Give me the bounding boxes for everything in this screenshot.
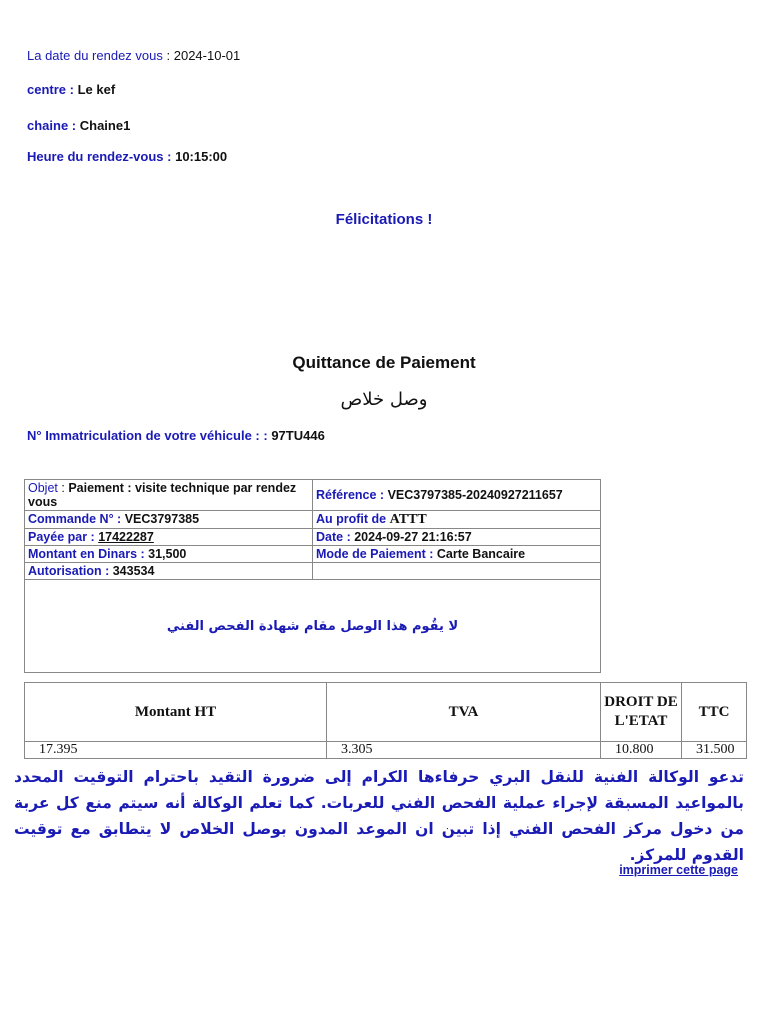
vehicle-label: N° Immatriculation de votre véhicule : : (27, 428, 268, 443)
centre-label: centre : (27, 82, 74, 97)
objet-cell: Objet : Paiement : visite technique par rendez vous (25, 480, 313, 511)
value-montant-ht: 17.395 (25, 742, 327, 759)
commande-label: Commande N° : (28, 512, 122, 526)
profit-label: Au profit de (316, 512, 387, 526)
objet-label: Objet (28, 481, 58, 495)
centre-value: Le kef (77, 82, 116, 97)
date-cell (313, 529, 601, 546)
payee-label: Payée par : (28, 530, 95, 544)
reference-label: Référence : (316, 488, 385, 502)
header-tva: TVA (327, 683, 601, 742)
vehicle-line (27, 428, 325, 443)
autorisation-label: Autorisation : (28, 564, 110, 578)
amounts-table (24, 682, 747, 759)
value-tva: 3.305 (327, 742, 601, 759)
heure-line (27, 149, 227, 164)
payee-cell (25, 529, 313, 546)
receipt-note-ar: لا يقُوم هذا الوصل مقام شهادة الفحص الفني (166, 618, 459, 634)
header-ttc: TTC (682, 683, 747, 742)
date-label: Date : (316, 530, 351, 544)
receipt-table (24, 479, 601, 673)
receipt-title-ar: وصل خلاص (340, 389, 428, 410)
header-droit-etat: DROIT DE L'ETAT (601, 683, 682, 742)
profit-cell (313, 511, 601, 529)
montant-cell (25, 546, 313, 563)
value-droit-etat: 10.800 (601, 742, 682, 759)
mode-cell (313, 546, 601, 563)
profit-value: ATTT (389, 512, 427, 527)
reference-cell (313, 480, 601, 511)
empty-cell (313, 563, 601, 580)
chaine-label: chaine (27, 118, 69, 133)
note-cell (25, 580, 601, 673)
centre-line (27, 82, 115, 97)
appointment-date-value: 2024-10-01 (173, 48, 241, 63)
commande-cell (25, 511, 313, 529)
mode-value: Carte Bancaire (436, 547, 526, 561)
objet-value: Paiement : visite technique par rendez vous (28, 481, 297, 509)
value-ttc: 31.500 (682, 742, 747, 759)
commande-value: VEC3797385 (124, 512, 200, 526)
autorisation-cell (25, 563, 313, 580)
reference-value: VEC3797385-20240927211657 (387, 488, 563, 502)
heure-value: 10:15:00 (175, 149, 228, 164)
mode-label: Mode de Paiement : (316, 547, 434, 561)
receipt-title: Quittance de Paiement (292, 353, 476, 372)
montant-label: Montant en Dinars : (28, 547, 145, 561)
chaine-value: Chaine1 (79, 118, 131, 133)
vehicle-value: 97TU446 (271, 428, 325, 443)
header-montant-ht: Montant HT (25, 683, 327, 742)
congrats-heading: Félicitations ! (335, 211, 433, 228)
appointment-date-label: La date du rendez vous (27, 48, 163, 63)
autorisation-value: 343534 (112, 564, 155, 578)
warning-text-ar: تدعو الوكالة الفنية للنقل البري حرفاءها الكرام إلى ضرورة التقيد باحترام التوقيت المحدد بالمواعيد المسبقة لإجراء عملية الفحص الفني للعربات. كما تعلم الوكالة أنه سيتم منع كل عربة من دخول مركز الفحص الفني إذا تبين ان الموعد المدون بوصل الخلاص لا يتطابق مع توقيت القدوم للمركز. (14, 768, 744, 864)
chaine-line: chaine : Chaine1 (27, 118, 131, 133)
montant-value: 31,500 (148, 547, 187, 561)
appointment-date-line: La date du rendez vous : 2024-10-01 (27, 48, 241, 63)
date-value: 2024-09-27 21:16:57 (354, 530, 472, 544)
heure-label: Heure du rendez-vous : (27, 149, 172, 164)
payee-value: 17422287 (98, 530, 154, 544)
print-page-link[interactable]: imprimer cette page (619, 863, 738, 877)
